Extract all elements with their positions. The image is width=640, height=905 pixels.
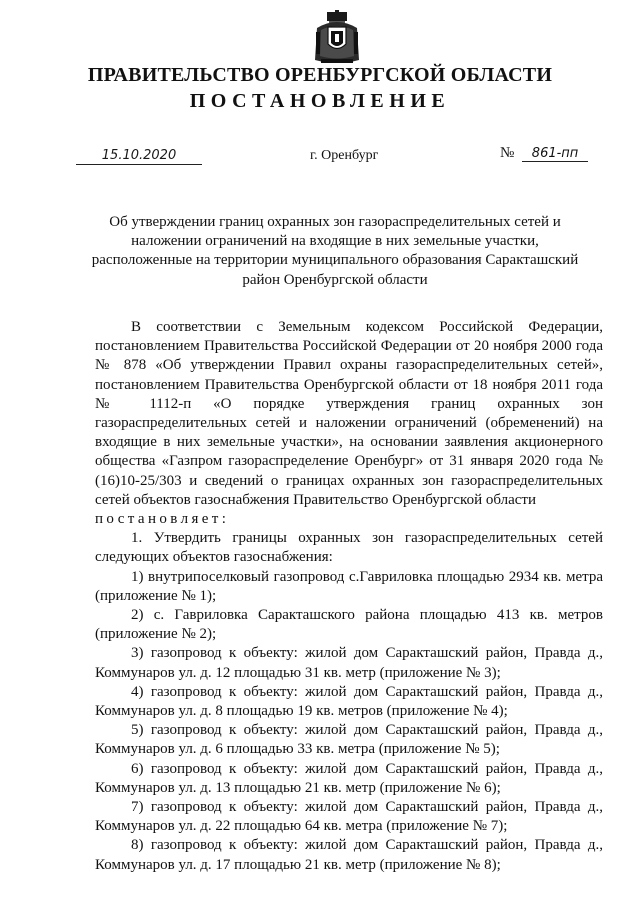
list-item: 7) газопровод к объекту: жилой дом Саракташский район, Правда д., Коммунаров ул. д. 22 площадью 64 кв. метра (приложение № 7);	[95, 799, 603, 835]
list-item: 5) газопровод к объекту: жилой дом Саракташский район, Правда д., Коммунаров ул. д. 6 площадью 33 кв. метра (приложение № 5);	[95, 722, 603, 758]
list-item: 2) с. Гавриловка Саракташского района площадью 413 кв. метров (приложение № 2);	[95, 607, 603, 643]
resolves-line: постановляет:	[95, 511, 230, 528]
document-number	[500, 145, 588, 162]
list-item: 1) внутрипоселковый газопровод с.Гавриловка площадью 2934 кв. метра (приложение № 1);	[95, 568, 603, 604]
number-value: 861-пп	[522, 146, 588, 162]
orenburg-coat-of-arms-icon	[311, 10, 363, 66]
government-name: ПРАВИТЕЛЬСТВО ОРЕНБУРГСКОЙ ОБЛАСТИ	[87, 64, 553, 86]
list-item: 3) газопровод к объекту: жилой дом Саракташский район, Правда д., Коммунаров ул. д. 12 площадью 31 кв. метр (приложение № 3);	[95, 645, 603, 681]
document-city: г. Оренбург	[310, 148, 379, 163]
document-type-title: ПОСТАНОВЛЕНИЕ	[189, 90, 451, 112]
preamble-paragraph: В соответствии с Земельным кодексом Российской Федерации, постановлением Правительства Российской Федерации от 20 ноября 2000 года № 878 «Об утверждении Правил охраны газораспределительных сетей», постановлением Правительства Оренбургской области от 18 ноября 2011 года № 1112-п «О порядке утверждения границ охранных зон газораспределительных сетей и наложении ограничений (обременений) на входящие в них земельные участки», на основании заявления акционерного общества «Газпром газораспределение Оренбург» от 31 января 2020 года № (16)10-25/303 и сведений о границах охранных зон газораспределительных сетей объектов газоснабжения Правительство Оренбургской области	[95, 319, 603, 508]
list-item: 1. Утвердить границы охранных зон газораспределительных сетей следующих объектов газоснабжения:	[95, 530, 603, 566]
document-subject: Об утверждении границ охранных зон газораспределительных сетей и наложении ограничений на входящие в них земельные участки, расположенные на территории муниципального образования Саракташский район Оренбургской области	[91, 214, 579, 288]
document-body	[95, 318, 603, 875]
list-item: 8) газопровод к объекту: жилой дом Саракташский район, Правда д., Коммунаров ул. д. 17 площадью 21 кв. метр (приложение № 8);	[95, 837, 603, 873]
list-item: 4) газопровод к объекту: жилой дом Саракташский район, Правда д., Коммунаров ул. д. 8 площадью 19 кв. метров (приложение № 4);	[95, 683, 603, 720]
document-date: 15.10.2020	[76, 148, 202, 165]
number-prefix: №	[500, 145, 515, 161]
list-item: 6) газопровод к объекту: жилой дом Саракташский район, Правда д., Коммунаров ул. д. 13 площадью 21 кв. метр (приложение № 6);	[95, 760, 603, 796]
